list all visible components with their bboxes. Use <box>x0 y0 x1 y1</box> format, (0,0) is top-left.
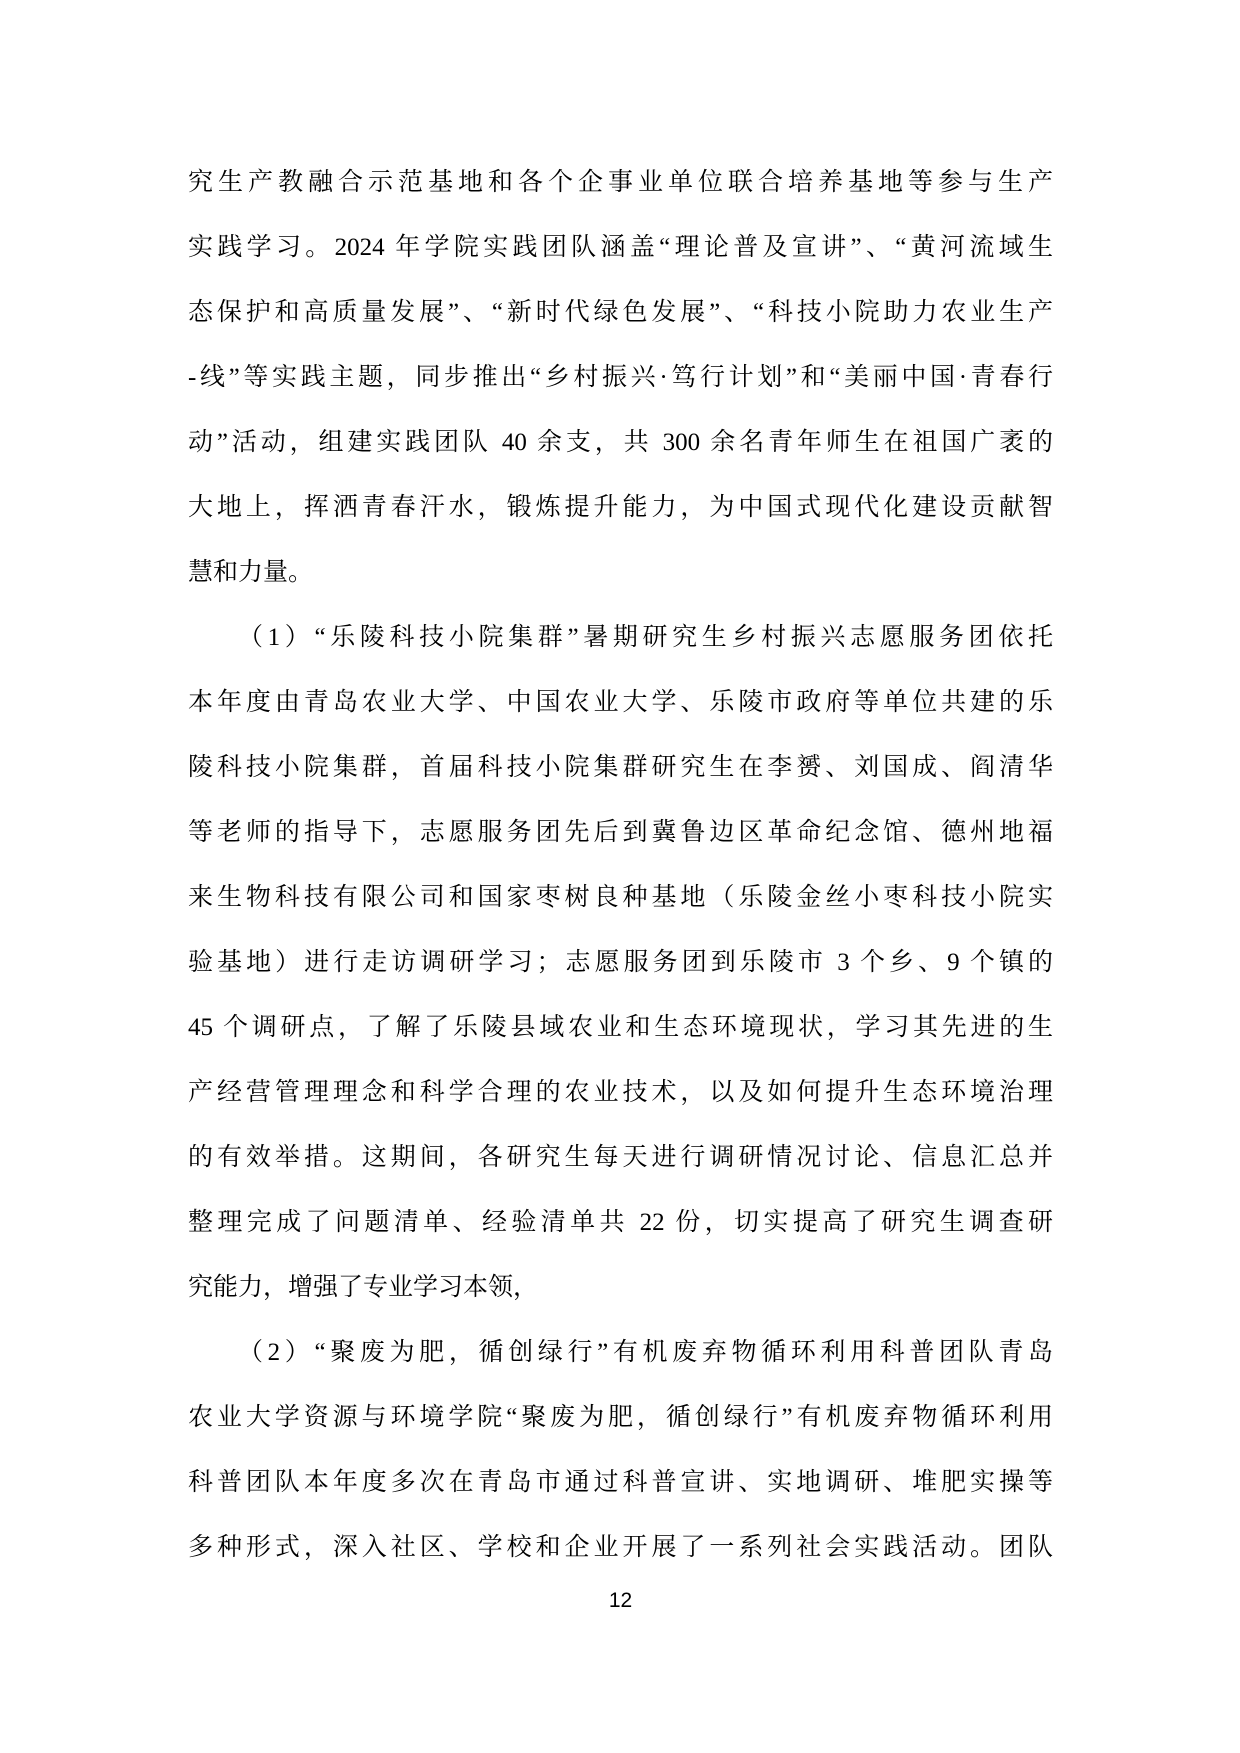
text-line: -线”等实践主题，同步推出“乡村振兴·笃行计划”和“美丽中国·青春行 <box>188 364 1053 391</box>
text-line: 实践学习。2024 年学院实践团队涵盖“理论普及宣讲”、“黄河流域生 <box>188 234 1053 261</box>
text-line: 多种形式，深入社区、学校和企业开展了一系列社会实践活动。团队 <box>188 1534 1053 1561</box>
text-line: 的有效举措。这期间，各研究生每天进行调研情况讨论、信息汇总并 <box>188 1144 1053 1171</box>
text-line: 态保护和高质量发展”、“新时代绿色发展”、“科技小院助力农业生产 <box>188 299 1053 326</box>
text-line: 动”活动，组建实践团队 40 余支，共 300 余名青年师生在祖国广袤的 <box>188 429 1053 456</box>
text-line: 农业大学资源与环境学院“聚废为肥，循创绿行”有机废弃物循环利用 <box>188 1404 1053 1431</box>
text-line: 究生产教融合示范基地和各个企事业单位联合培养基地等参与生产 <box>188 169 1053 196</box>
text-line: 整理完成了问题清单、经验清单共 22 份，切实提高了研究生调查研 <box>188 1209 1053 1236</box>
document-body <box>188 150 1053 1580</box>
text-line: 产经营管理理念和科学合理的农业技术，以及如何提升生态环境治理 <box>188 1079 1053 1106</box>
text-line-paragraph-start: （1）“乐陵科技小院集群”暑期研究生乡村振兴志愿服务团依托 <box>238 624 1053 651</box>
text-line: 陵科技小院集群，首届科技小院集群研究生在李赟、刘国成、阎清华 <box>188 754 1053 781</box>
text-line-paragraph-start: （2）“聚废为肥，循创绿行”有机废弃物循环利用科普团队青岛 <box>238 1339 1053 1366</box>
text-line-paragraph-end: 慧和力量。 <box>188 559 314 586</box>
page-number: 12 <box>608 1589 633 1612</box>
text-line: 验基地）进行走访调研学习；志愿服务团到乐陵市 3 个乡、9 个镇的 <box>188 949 1053 976</box>
text-line: 大地上，挥洒青春汗水，锻炼提升能力，为中国式现代化建设贡献智 <box>188 494 1053 521</box>
text-line: 45 个调研点，了解了乐陵县域农业和生态环境现状，学习其先进的生 <box>188 1014 1053 1041</box>
text-line: 本年度由青岛农业大学、中国农业大学、乐陵市政府等单位共建的乐 <box>188 689 1053 716</box>
text-line: 等老师的指导下，志愿服务团先后到冀鲁边区革命纪念馆、德州地福 <box>188 819 1053 846</box>
text-line: 科普团队本年度多次在青岛市通过科普宣讲、实地调研、堆肥实操等 <box>188 1469 1053 1496</box>
text-line-paragraph-end: 究能力，增强了专业学习本领， <box>188 1274 539 1301</box>
text-line: 来生物科技有限公司和国家枣树良种基地（乐陵金丝小枣科技小院实 <box>188 884 1053 911</box>
